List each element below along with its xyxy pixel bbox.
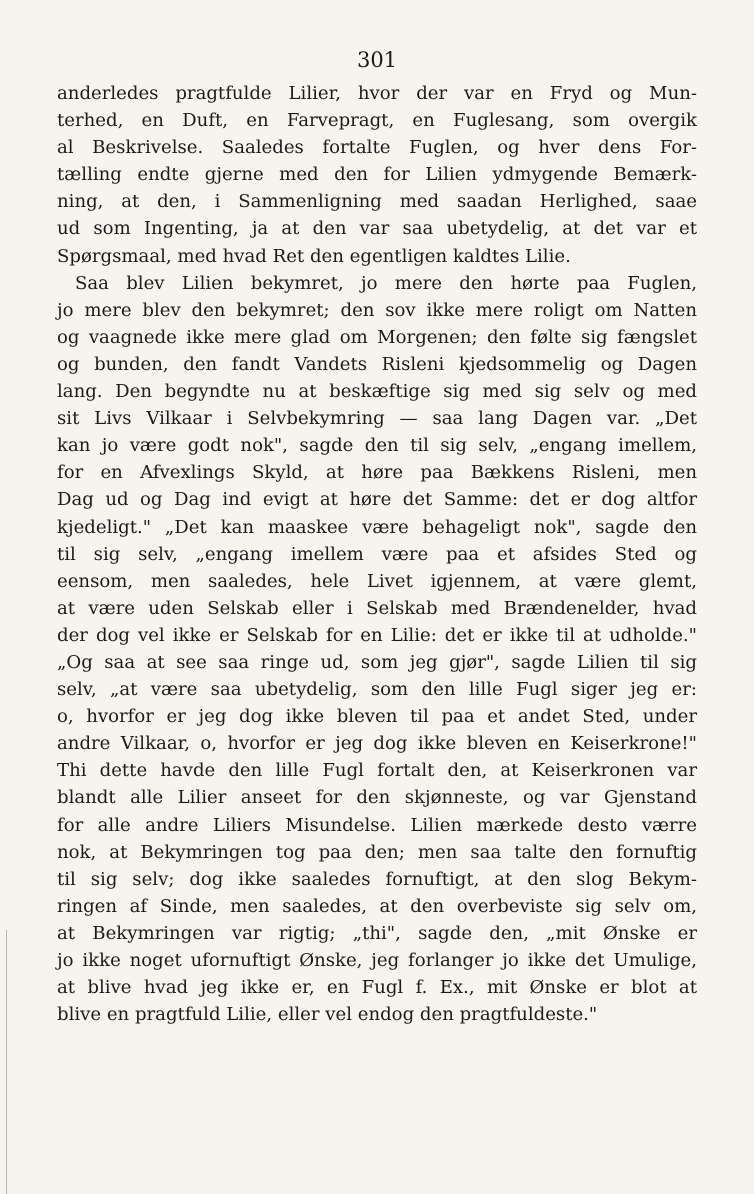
text-line: o, hvorfor er jeg dog ikke bleven til paa et andet Sted, under [57,706,697,728]
text-line: nok, at Bekymringen tog paa den; men saa talte den fornuftig [57,841,697,863]
text-line: for en Afvexlings Skyld, at høre paa Bækkens Risleni, men [57,462,697,484]
text-line: til sig selv; dog ikke saaledes fornuftigt, at den slog Bekym- [57,868,697,890]
text-line: ringen af Sinde, men saaledes, at den overbeviste sig selv om, [57,895,697,917]
text-line: „Og saa at see saa ringe ud, som jeg gjør", sagde Lilien til sig [57,651,697,673]
text-line: og bunden, den fandt Vandets Risleni kjedsommelig og Dagen [57,353,697,375]
text-line: selv, „at være saa ubetydelig, som den lille Fugl siger jeg er: [57,679,697,701]
text-line: eensom, men saaledes, hele Livet igjennem, at være glemt, [57,570,697,592]
text-line: at blive hvad jeg ikke er, en Fugl f. Ex., mit Ønske er blot at [57,977,697,999]
text-line: at Bekymringen var rigtig; „thi", sagde den, „mit Ønske er [57,922,697,944]
text-line: for alle andre Liliers Misundelse. Lilien mærkede desto værre [57,814,697,836]
text-line: jo ikke noget ufornuftigt Ønske, jeg forlanger jo ikke det Umulige, [57,950,697,971]
text-line: blandt alle Lilier anseet for den skjønneste, og var Gjenstand [57,787,697,809]
text-line: Saa blev Lilien bekymret, jo mere den hørte paa Fuglen, [75,272,697,294]
text-line: sit Livs Vilkaar i Selvbekymring — saa lang Dagen var. „Det [57,408,697,430]
text-line: ud som Ingenting, ja at den var saa ubetydelig, at det var et [57,218,697,240]
text-line: Spørgsmaal, med hvad Ret den egentligen kaldtes Lilie. [57,245,571,267]
page-number: 301 [356,48,398,72]
text-line: andre Vilkaar, o, hvorfor er jeg dog ikke bleven en Keiserkrone!" [57,733,697,755]
text-line: at være uden Selskab eller i Selskab med Brændenelder, hvad [57,597,697,619]
text-line: lang. Den begyndte nu at beskæftige sig med sig selv og med [57,381,697,403]
text-line: og vaagnede ikke mere glad om Morgenen; den følte sig fængslet [57,326,697,348]
text-line: jo mere blev den bekymret; den sov ikke mere roligt om Natten [57,299,697,321]
text-line: kan jo være godt nok", sagde den til sig selv, „engang imellem, [57,435,697,457]
scan-edge-line [6,930,7,1194]
text-line: blive en pragtfuld Lilie, eller vel endog den pragtfuldeste." [57,1004,598,1026]
text-line: anderledes pragtfulde Lilier, hvor der var en Fryd og Mun- [57,83,697,104]
text-line: der dog vel ikke er Selskab for en Lilie: det er ikke til at udholde." [57,624,697,646]
body-text [57,80,697,1028]
text-line: ning, at den, i Sammenligning med saadan Herlighed, saae [57,191,697,213]
text-line: til sig selv, „engang imellem være paa et afsides Sted og [57,543,697,565]
text-line: terhed, en Duft, en Farvepragt, en Fuglesang, som overgik [57,110,697,132]
text-line: Dag ud og Dag ind evigt at høre det Samme: det er dog altfor [57,489,697,511]
text-line: Thi dette havde den lille Fugl fortalt den, at Keiserkronen var [57,760,697,782]
text-line: kjedeligt." „Det kan maaskee være behageligt nok", sagde den [57,516,697,538]
text-line: al Beskrivelse. Saaledes fortalte Fuglen, og hver dens For- [57,137,697,159]
text-line: tælling endte gjerne med den for Lilien ydmygende Bemærk- [57,164,697,186]
